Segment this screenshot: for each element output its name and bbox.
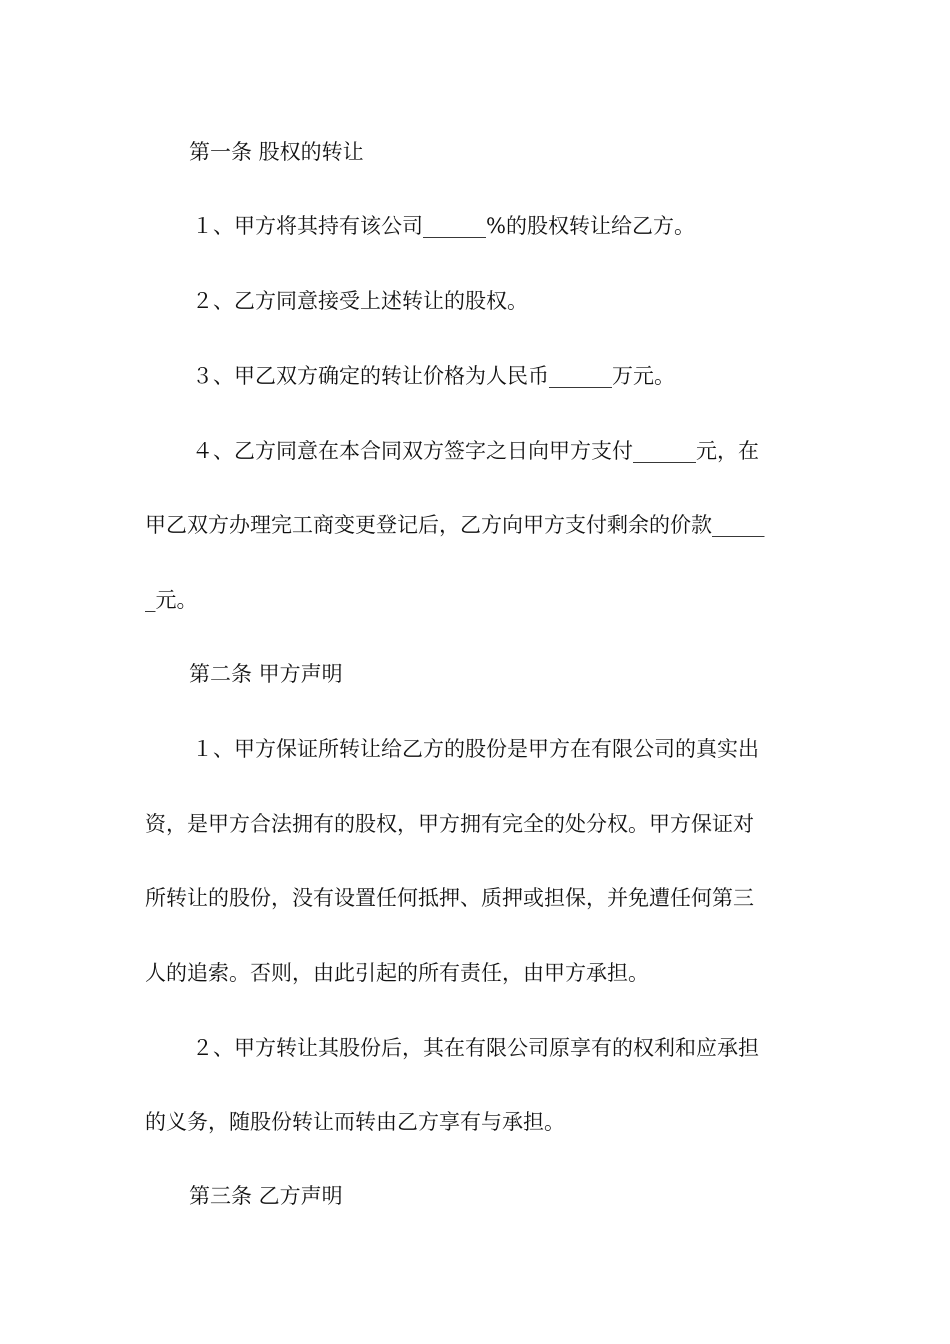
- article-1-clause-4-line-3: _元。: [145, 588, 198, 612]
- article-2-clause-1-line-1: １、甲方保证所转让给乙方的股份是甲方在有限公司的真实出: [192, 737, 759, 761]
- article-1-clause-2: ２、乙方同意接受上述转让的股权。: [192, 289, 528, 313]
- article-2-clause-2-line-2: 的义务，随股份转让而转由乙方享有与承担。: [145, 1110, 565, 1134]
- article-1-heading: 第一条 股权的转让: [189, 140, 364, 164]
- article-3-heading: 第三条 乙方声明: [189, 1184, 343, 1208]
- article-2-clause-1-line-2: 资，是甲方合法拥有的股权，甲方拥有完全的处分权。甲方保证对: [145, 812, 754, 836]
- article-2-clause-1-line-3: 所转让的股份，没有设置任何抵押、质押或担保，并免遭任何第三: [145, 886, 754, 910]
- article-1-clause-4-line-1: ４、乙方同意在本合同双方签字之日向甲方支付______元，在: [192, 439, 759, 463]
- article-2-clause-1-line-4: 人的追索。否则，由此引起的所有责任，由甲方承担。: [145, 961, 649, 985]
- article-1-clause-1: １、甲方将其持有该公司______%的股权转让给乙方。: [192, 214, 695, 238]
- article-2-clause-2-line-1: ２、甲方转让其股份后，其在有限公司原享有的权利和应承担: [192, 1036, 759, 1060]
- article-1-clause-4-line-2: 甲乙双方办理完工商变更登记后，乙方向甲方支付剩余的价款_____: [145, 513, 765, 537]
- article-2-heading: 第二条 甲方声明: [189, 662, 343, 686]
- article-1-clause-3: ３、甲乙双方确定的转让价格为人民币______万元。: [192, 364, 675, 388]
